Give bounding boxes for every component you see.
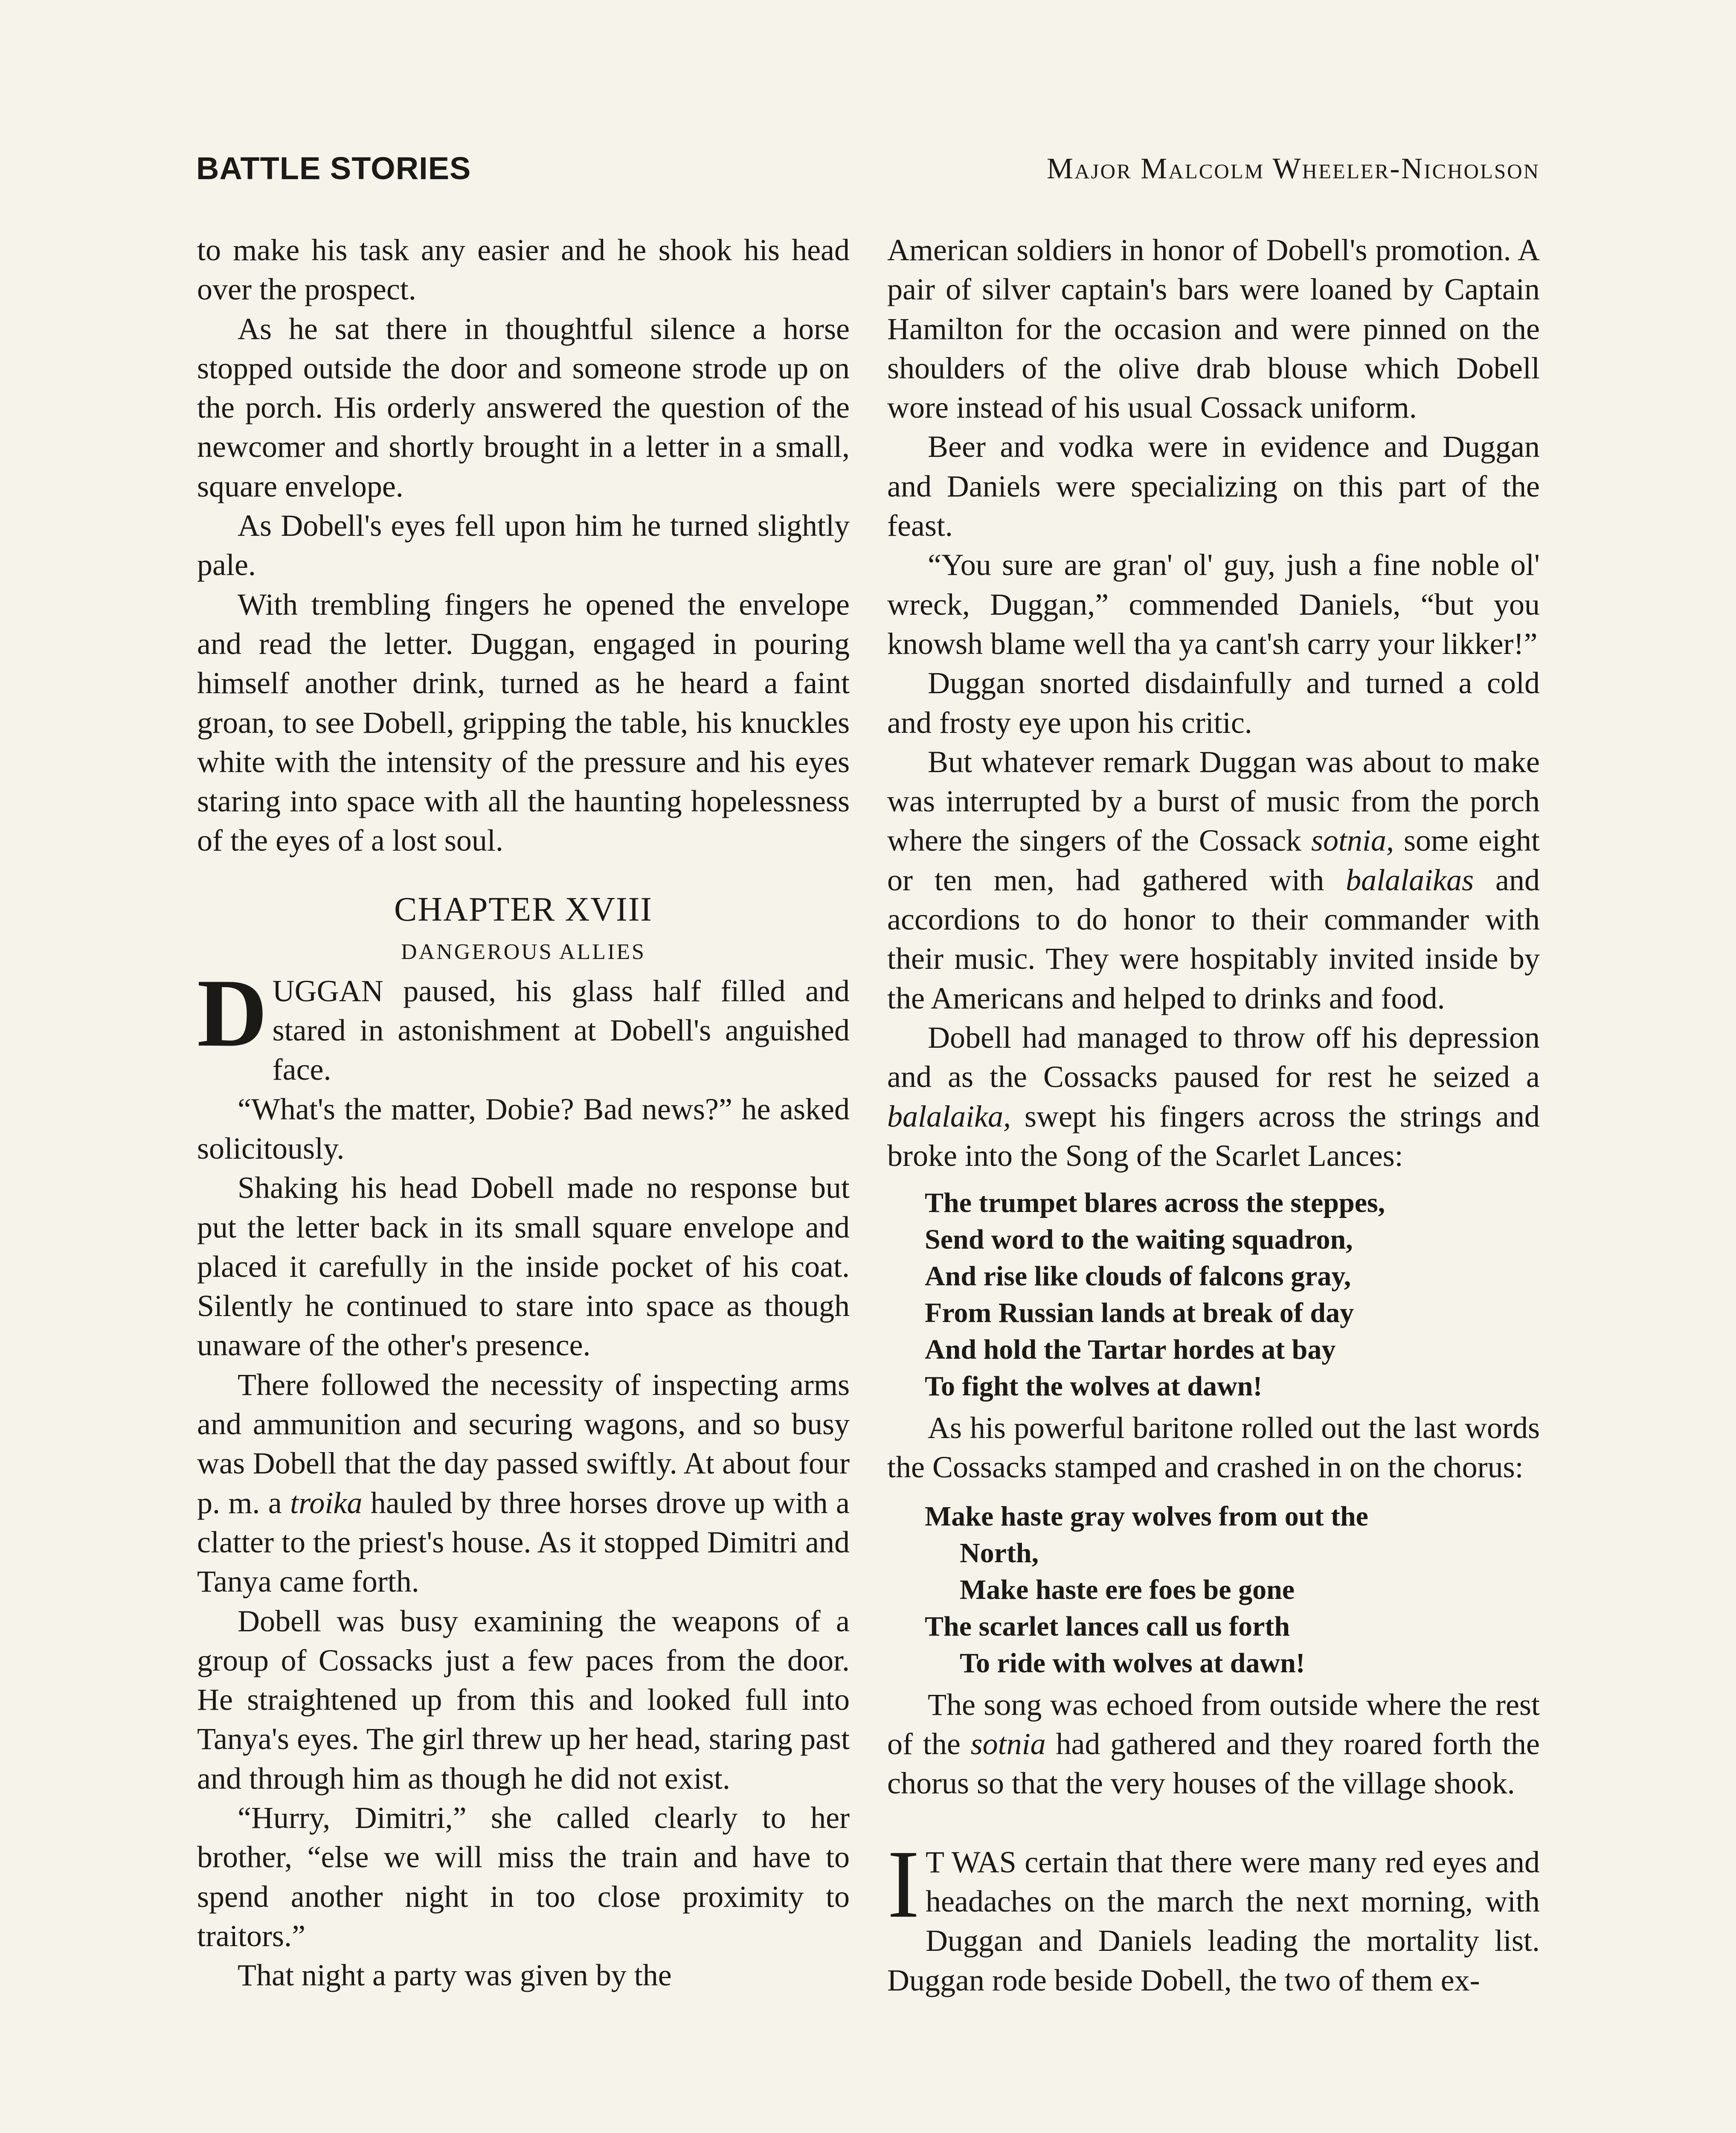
paragraph-text: There followed the necessity of inspecting arms and ammunition and securing wagons, and so busy was Dobell that the day passed swiftly. At about four p. m. a [197, 1367, 850, 1520]
paragraph-with-dropcap [887, 1830, 1540, 2000]
paragraph: to make his task any easier and he shook his head over the prospect. [197, 233, 850, 307]
italic-word: sotnia [970, 1727, 1046, 1761]
left-column [197, 230, 850, 1995]
paragraph-text: swept his fingers across the strings and broke into the Song of the Scarlet Lances: [887, 1099, 1540, 1173]
paragraph-text: UGGAN paused, his glass half filled and stared in astonishment at Dobell's anguished face. [272, 974, 850, 1087]
italic-word: balalaikas [1346, 863, 1474, 897]
paragraph: “Hurry, Dimitri,” she called clearly to her brother, “else we will miss the train and have to spend another night in too close proximity to traitors.” [197, 1800, 850, 1953]
paragraph-with-dropcap [197, 959, 850, 1090]
paragraph-text: and accordions to do honor to their commander with their music. They were hospitably invited inside by the Americans and helped to drinks and food. [887, 863, 1540, 1015]
chorus-line: North, [960, 1537, 1039, 1569]
paragraph-text: The song was echoed from outside where the rest of the [887, 1687, 1540, 1761]
verse-line: And hold the Tartar hordes at bay [925, 1334, 1336, 1366]
italic-word: balalaika, [887, 1099, 1011, 1133]
drop-cap: I [887, 1830, 920, 1938]
verse-line: Send word to the waiting squadron, [925, 1224, 1353, 1255]
paragraph: Beer and vodka were in evidence and Duggan and Daniels were specializing on this part of the feast. [887, 430, 1540, 543]
song-chorus [887, 1498, 1540, 1682]
paragraph-text: T WAS certain that there were many red eyes and headaches on the march the next morning, with Duggan and Daniels leading the mortality list. Duggan rode beside Dobell, the two of them ex- [887, 1845, 1540, 1997]
paragraph-text: had gathered and they roared forth the chorus so that the very houses of the village shook. [887, 1727, 1540, 1801]
verse-line: The trumpet blares across the steppes, [925, 1187, 1385, 1219]
author-name: Major Malcolm Wheeler-Nicholson [1046, 152, 1540, 185]
paragraph: As his powerful baritone rolled out the last words the Cossacks stamped and crashed in on the chorus: [887, 1411, 1540, 1485]
paragraph: “You sure are gran' ol' guy, jush a fine noble ol' wreck, Duggan,” commended Daniels, “but you knowsh blame well tha ya cant'sh carry your likker!” [887, 548, 1540, 661]
paragraph [887, 1018, 1540, 1175]
chorus-line: Make haste gray wolves from out the [925, 1500, 1368, 1532]
verse-line: From Russian lands at break of day [925, 1297, 1354, 1329]
paragraph: American soldiers in honor of Dobell's promotion. A pair of silver captain's bars were loaned by Captain Hamilton for the occasion and were pinned on the shoulders of the olive drab blouse which Dobell wore instead of his usual Cossack uniform. [887, 233, 1540, 425]
chapter-title: CHAPTER XVIII [394, 890, 653, 928]
song-verse [887, 1185, 1540, 1405]
paragraph: Duggan snorted disdainfully and turned a cold and frosty eye upon his critic. [887, 666, 1540, 740]
paragraph [887, 742, 1540, 1018]
drop-cap: D [197, 959, 267, 1067]
paragraph: With trembling fingers he opened the envelope and read the letter. Duggan, engaged in pouring himself another drink, turned as he heard a faint groan, to see Dobell, gripping the table, his knuckles white with the intensity of the pressure and his eyes staring into space with all the haunting hopelessness of the eyes of a lost soul. [197, 587, 850, 858]
paragraph: “What's the matter, Dobie? Bad news?” he asked solicitously. [197, 1092, 850, 1165]
paragraph-text: Dobell had managed to throw off his depression and as the Cossacks paused for rest he seized a [887, 1020, 1540, 1094]
chapter-subtitle: DANGEROUS ALLIES [401, 939, 646, 964]
italic-word: sotnia, [1311, 823, 1394, 858]
paragraph-text: some eight or ten men, had gathered with [887, 823, 1540, 897]
paragraph-text: But whatever remark Duggan was about to make was interrupted by a burst of music from the porch where the singers of the Cossack [887, 744, 1540, 858]
chorus-line: The scarlet lances call us forth [925, 1610, 1290, 1642]
italic-word: troika [290, 1485, 363, 1520]
verse-line: To fight the wolves at dawn! [925, 1371, 1263, 1402]
paragraph: As Dobell's eyes fell upon him he turned slightly pale. [197, 509, 850, 582]
paragraph: Shaking his head Dobell made no response but put the letter back in its small square envelope and placed it carefully in the inside pocket of his coat. Silently he continued to stare into space as though unaware of the other's presence. [197, 1171, 850, 1363]
paragraph [197, 1365, 850, 1601]
right-column [887, 230, 1540, 2000]
section-break [887, 1803, 1540, 1842]
paragraph: Dobell was busy examining the weapons of a group of Cossacks just a few paces from the door. He straightened up from this and looked full into Tanya's eyes. The girl threw up her head, staring past and through him as though he did not exist. [197, 1604, 850, 1796]
paragraph: That night a party was given by the [238, 1958, 672, 1993]
paragraph [887, 1685, 1540, 1803]
running-head [196, 150, 1540, 197]
paragraph: As he sat there in thoughtful silence a horse stopped outside the door and someone strode up on the porch. His orderly answered the question of the newcomer and shortly brought in a letter in a small, square envelope. [197, 311, 850, 503]
chorus-line: To ride with wolves at dawn! [960, 1647, 1305, 1679]
verse-line: And rise like clouds of falcons gray, [925, 1261, 1351, 1292]
chorus-line: Make haste ere foes be gone [960, 1574, 1295, 1605]
magazine-title: BATTLE STORIES [196, 151, 471, 186]
paragraph-text: hauled by three horses drove up with a clatter to the priest's house. As it stopped Dimitri and Tanya came forth. [197, 1485, 850, 1599]
